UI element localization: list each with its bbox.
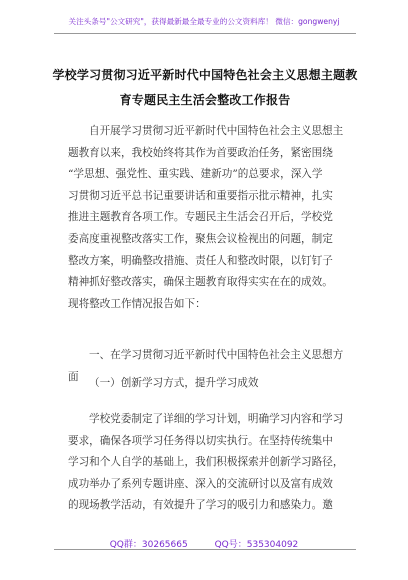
footer-divider: [54, 549, 356, 550]
body-paragraph: [68, 409, 344, 517]
text-line: 推进主题教育各项工作。专题民主生活会召开后，学校党: [68, 211, 333, 224]
text-line: 学校党委制定了详细的学习计划，明确学习内容和学习: [89, 413, 344, 425]
intro-paragraph: [68, 121, 344, 315]
document-title-line-1: 学校学习贯彻习近平新时代中国特色社会主义思想主题教: [52, 68, 358, 82]
document-title-line-2: 育专题民主生活会整改工作报告: [119, 93, 291, 107]
text-line: 整改方案，明确整改措施、责任人和整改时限，以钉钉子: [68, 254, 333, 267]
text-line: 自开展学习贯彻习近平新时代中国特色社会主义思想主: [89, 125, 344, 137]
text-line: 面: [68, 370, 79, 383]
text-line: 成功举办了系列专题讲座、深入的交流研讨以及富有成效: [68, 477, 333, 490]
watermark-header: 关注头条号"公文研究"，获得最新最全最专业的公文资料库！ 微信：gongwenyj: [68, 17, 340, 26]
subsection-heading: （一）创新学习方式，提升学习成效: [89, 377, 259, 389]
text-line: 学习和个人自学的基础上，我们积极探索并创新学习路径，: [68, 456, 344, 469]
text-line: 的现场教学活动，有效提升了学习的吸引力和感染力。邀: [68, 499, 333, 512]
text-line: 习贯彻习近平总书记重要讲话和重要指示批示精神，扎实: [68, 189, 333, 202]
qq-group-text: QQ群：30265665: [109, 540, 188, 550]
text-line: 题教育以来，我校始终将其作为首要政治任务，紧密围绕: [68, 146, 333, 159]
text-line: 现将整改工作情况报告如下：: [68, 297, 206, 310]
header-divider: [54, 33, 356, 34]
subsection-wrapper: [68, 373, 344, 395]
text-line: 一、在学习贯彻习近平新时代中国特色社会主义思想方: [89, 349, 344, 361]
text-line: 要求，确保各项学习任务得以切实执行。在坚持传统集中: [68, 434, 333, 447]
qq-number-text: QQ号：535304092: [214, 540, 299, 550]
text-line: 精神抓好整改落实，确保主题教育取得实实在在的成效。: [68, 276, 333, 289]
text-line: “学思想、强党性、重实践、建新功”的总要求，深入学: [68, 168, 323, 181]
text-line: 委高度重视整改落实工作，聚焦会议检视出的问题，制定: [68, 232, 333, 245]
